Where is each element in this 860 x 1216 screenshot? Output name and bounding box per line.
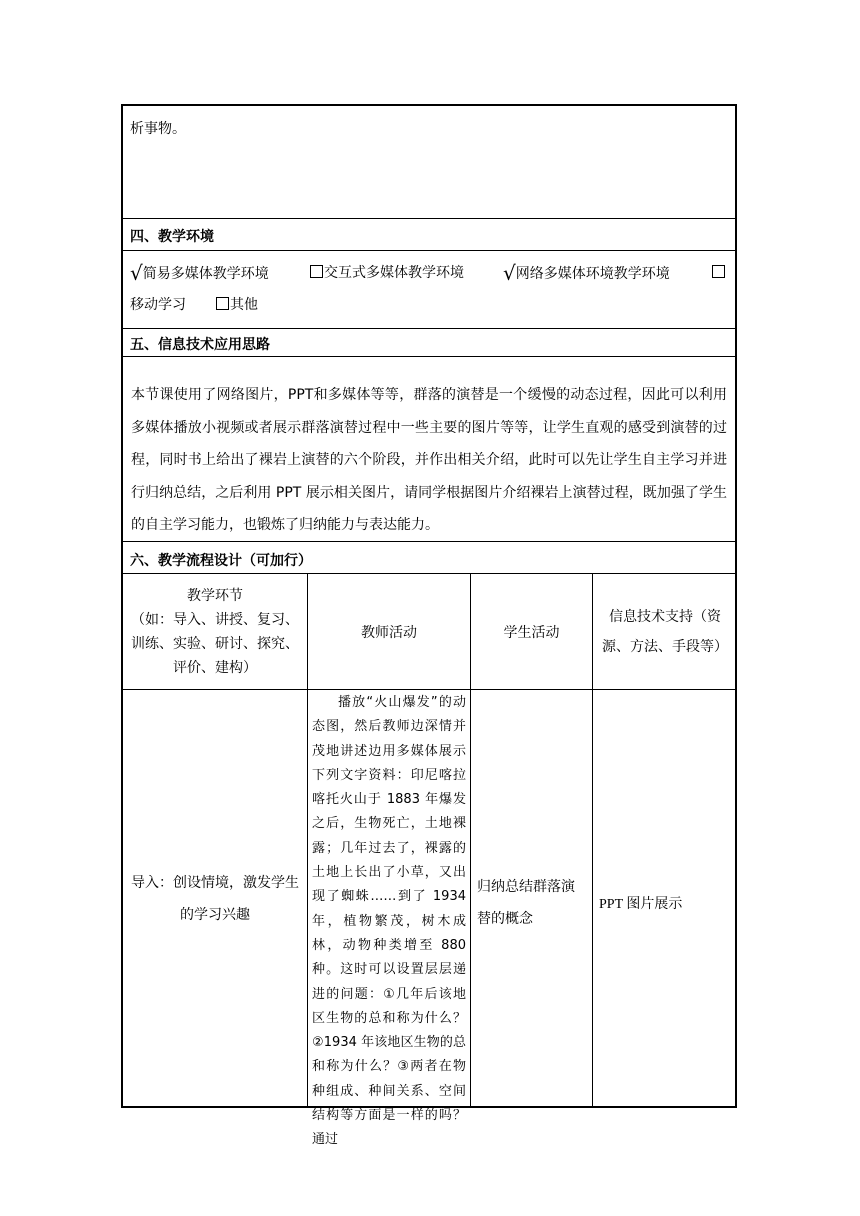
intro-row xyxy=(123,106,735,218)
intro-text: 析事物。 xyxy=(130,121,186,137)
option-label: 网络多媒体环境教学环境 xyxy=(515,266,670,282)
header-stage-line: （如：导入、讲授、复习、 xyxy=(131,611,299,628)
section5-body-row xyxy=(123,356,735,541)
option-label: 其他 xyxy=(230,297,258,313)
header-stage xyxy=(123,574,307,689)
section4-title: 四、教学环境 xyxy=(130,229,214,245)
section6-header xyxy=(123,541,735,573)
row-stage: 导入：创设情境，激发学生的学习兴趣 xyxy=(131,876,299,923)
header-teacher: 教师活动 xyxy=(361,624,417,641)
option-label: 交互式多媒体教学环境 xyxy=(324,265,464,281)
checkbox-empty-icon xyxy=(712,265,725,278)
option-mobile-learning[interactable]: 移动学习 xyxy=(130,297,186,313)
checkmark-icon: √ xyxy=(130,261,143,285)
checkmark-icon: √ xyxy=(503,261,516,285)
option-interactive-multimedia[interactable] xyxy=(310,263,464,283)
option-network-multimedia[interactable] xyxy=(503,263,670,284)
checkbox-empty-icon xyxy=(310,265,323,278)
checkbox-empty-icon xyxy=(216,297,229,310)
section5-paragraph: 本节课使用了网络图片，PPT和多媒体等等，群落的演替是一个缓慢的动态过程，因此可以利用多媒体播放小视频或者展示群落演替过程中一些主要的图片等等，让学生直观的感受到演替的过程，同时书上给出了裸岩上演替的六个阶段，并作出相关介绍，此时可以先让学生自主学习并进行归纳总结，之后利用 PPT 展示相关图片，请同学根据图片介绍裸岩上演替过程，既加强了学生的自主学习能力，也锻炼了归纳能力与表达能力。 xyxy=(131,387,727,533)
header-tech xyxy=(593,574,737,689)
option-simple-multimedia[interactable] xyxy=(130,263,269,284)
option-label: 简易多媒体教学环境 xyxy=(142,266,269,282)
header-stage-line: 训练、实验、研讨、探究、 xyxy=(131,635,299,652)
section5-header xyxy=(123,328,735,356)
checkbox-mobile-learning[interactable] xyxy=(712,263,726,283)
row-student: 归纳总结群落演替的概念 xyxy=(477,878,575,927)
header-stage-line: 评价、建构） xyxy=(173,659,257,676)
section6-title: 六、教学流程设计（可加行） xyxy=(130,553,312,569)
header-tech-line: 源、方法、手段等） xyxy=(602,638,728,655)
option-other[interactable] xyxy=(216,295,258,315)
section4-header xyxy=(123,218,735,250)
row-teacher: 播放“火山爆发”的动态图，然后教师边深情并茂地讲述边用多媒体展示下列文字资料：印尼喀拉喀托火山于 1883 年爆发之后，生物死亡，土地裸露；几年过去了，裸露的土地上长出了小草，又出现了蜘蛛……到了 1934 年，植物繁茂，树木成林，动物种类增至 880 种。这时可以设置层层递进的问题：①几年后该地区生物的总和称为什么？②1934 年该地区生物的总和称为什么？③两者在物种组成、种间关系、空间结构等方面是一样的吗？通过 xyxy=(312,695,466,1148)
document-table xyxy=(121,104,737,1148)
process-table xyxy=(123,573,735,1148)
header-tech-line: 信息技术支持（资 xyxy=(609,608,721,625)
header-stage-line: 教学环节 xyxy=(187,587,243,604)
row-tech: PPT 图片展示 xyxy=(599,896,683,912)
section5-title: 五、信息技术应用思路 xyxy=(130,337,270,353)
header-student: 学生活动 xyxy=(503,624,560,641)
section4-options xyxy=(123,250,735,328)
